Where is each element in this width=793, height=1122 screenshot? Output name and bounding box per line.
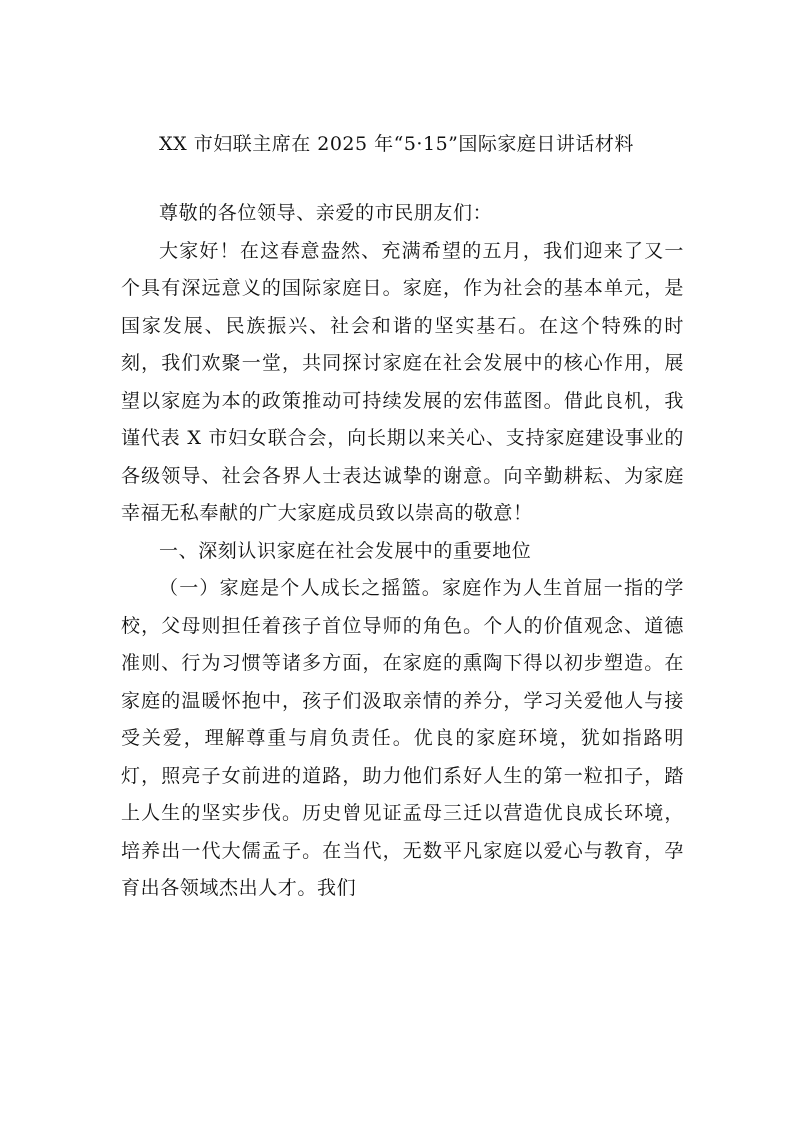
subsection-paragraph: （一）家庭是个人成长之摇篮。家庭作为人生首屈一指的学校，父母则担任着孩子首位导师的角色。个人的价值观念、道德准则、行为习惯等诸多方面，在家庭的熏陶下得以初步塑造。在家庭的温暖怀抱中，孩子们汲取亲情的养分，学习关爱他人与接受关爱，理解尊重与肩负责任。优良的家庭环境，犹如指路明灯，照亮子女前进的道路，助力他们系好人生的第一粒扣子，踏上人生的坚实步伐。历史曾见证孟母三迁以营造优良成长环境，培养出一代大儒孟子。在当代，无数平凡家庭以爱心与教育，孕育出各领域杰出人才。我们 (121, 577, 684, 899)
opening-paragraph: 大家好！在这春意盎然、充满希望的五月，我们迎来了又一个具有深远意义的国际家庭日。家庭，作为社会的基本单元，是国家发展、民族振兴、社会和谐的坚实基石。在这个特殊的时刻，我们欢聚一堂，共同探讨家庭在社会发展中的核心作用，展望以家庭为本的政策推动可持续发展的宏伟蓝图。借此良机，我谨代表 X 市妇女联合会，向长期以来关心、支持家庭建设事业的各级领导、社会各界人士表达诚挚的谢意。向辛勤耕耘、为家庭幸福无私奉献的广大家庭成员致以崇高的敬意！ (121, 239, 684, 524)
document-title: XX 市妇联主席在 2025 年“5·15”国际家庭日讲话材料 (159, 133, 634, 155)
salutation-paragraph: 尊敬的各位领导、亲爱的市民朋友们： (159, 202, 493, 224)
section-heading: 一、深刻认识家庭在社会发展中的重要地位 (159, 539, 532, 562)
document-body (121, 195, 684, 908)
